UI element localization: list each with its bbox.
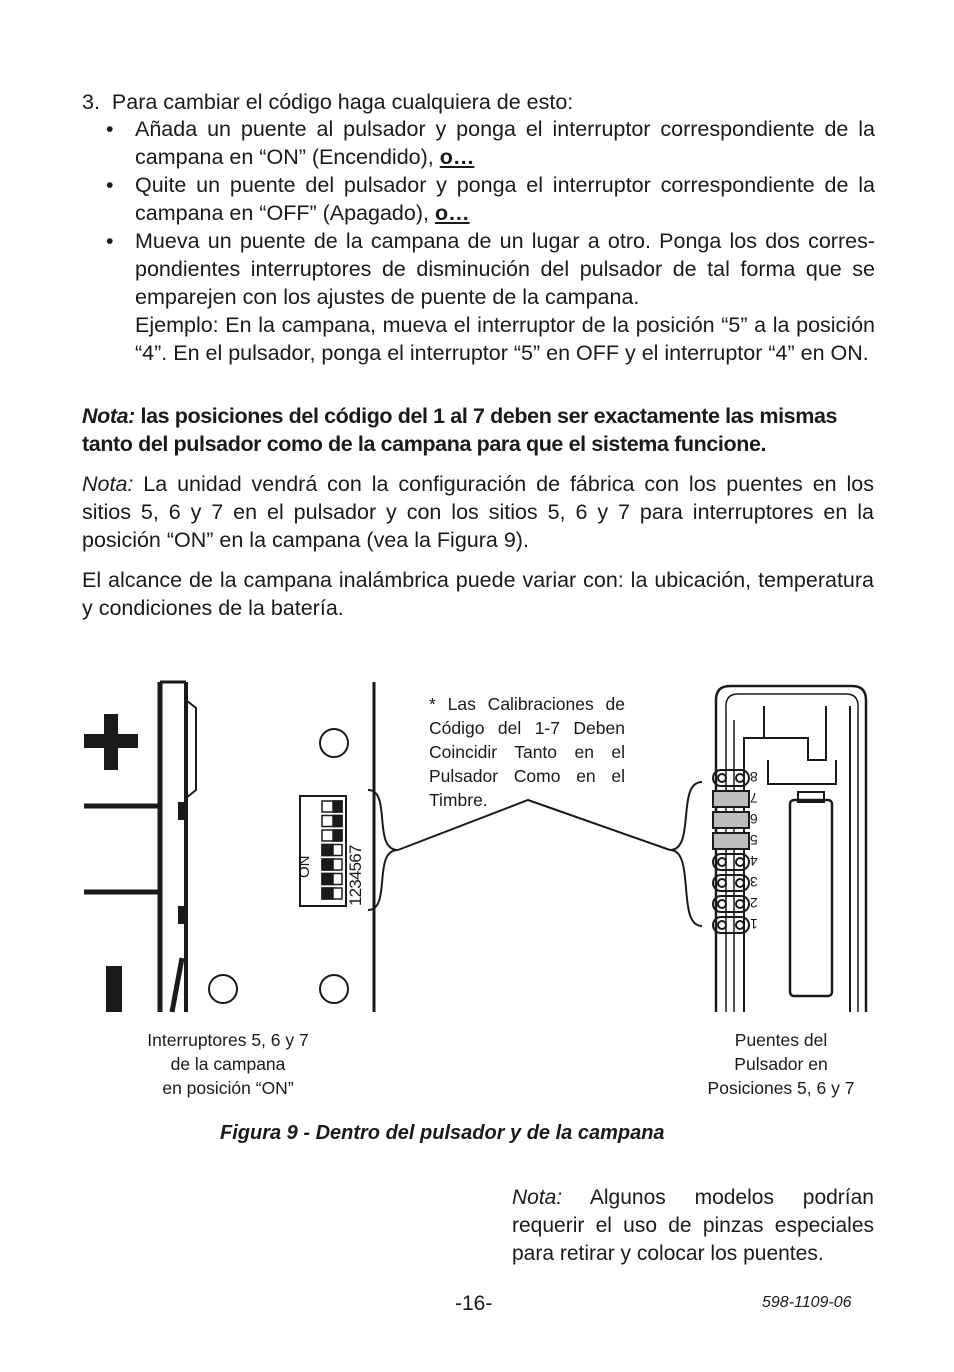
jumper-pin bbox=[736, 921, 744, 929]
left-caption-line: en posición “ON” bbox=[162, 1078, 294, 1098]
jumper-pin bbox=[736, 858, 744, 866]
jumper-number: 3 bbox=[750, 874, 758, 890]
left-caption-line: de la campana bbox=[170, 1054, 286, 1074]
note-pliers bbox=[512, 1184, 874, 1268]
bullet-text: Mueva un puente de la campana de un lugar a otro. Ponga los dos correspondientes interruptores de disminución del pulsador de tal forma que se emparejen con los ajustes de puente de la campana. bbox=[135, 229, 875, 309]
jumper-pin bbox=[718, 921, 726, 929]
jumper-pin bbox=[718, 879, 726, 887]
right-caption-line: Pulsador en bbox=[734, 1054, 828, 1074]
jumper-pin bbox=[718, 774, 726, 782]
dip-switch-knob bbox=[333, 816, 342, 827]
bullet-dot: • bbox=[106, 173, 114, 197]
left-caption-line: Interruptores 5, 6 y 7 bbox=[147, 1030, 309, 1050]
step-number: 3. bbox=[82, 90, 100, 114]
bullet-dot: • bbox=[106, 229, 114, 253]
jumper-number: 1 bbox=[750, 916, 758, 932]
note-label: Nota: bbox=[512, 1186, 563, 1209]
calibration-note: * Las Calibraciones de Código del 1-7 Deben Coincidir Tanto en el Pulsador Como en el Timbre. bbox=[429, 694, 625, 810]
bullet-text: Quite un puente del pulsador y ponga el interruptor correspondiente de la campana en “OFF” (Apagado), bbox=[135, 173, 875, 225]
bullet-emph: o… bbox=[439, 145, 475, 169]
dip-numbers: 1234567 bbox=[346, 845, 365, 906]
screw-hole bbox=[320, 975, 348, 1003]
jumper-fitted bbox=[713, 833, 749, 849]
dip-switch-knob bbox=[322, 859, 333, 870]
bullet-dot: • bbox=[106, 117, 114, 141]
jumper-number: 4 bbox=[750, 853, 758, 869]
jumper-number: 5 bbox=[750, 832, 758, 848]
plus-symbol-vertical bbox=[104, 714, 118, 770]
range-paragraph: El alcance de la campana inalámbrica puede variar con: la ubicación, temperatura y condiciones de la batería. bbox=[82, 568, 874, 620]
jumper-fitted bbox=[713, 791, 749, 807]
jumper-number: 6 bbox=[750, 811, 758, 827]
left-caption bbox=[120, 1028, 336, 1100]
dip-switch-knob bbox=[322, 845, 333, 856]
dip-switch-knob bbox=[322, 874, 333, 885]
note-text: La unidad vendrá con la configuración de fábrica con los puentes en los sitios 5, 6 y 7 en el pulsador y con los sitios 5, 6 y 7 para interruptores en la posición “ON” en la campana (vea la Figura 9). bbox=[82, 472, 874, 552]
right-caption-line: Posiciones 5, 6 y 7 bbox=[707, 1078, 855, 1098]
jumper-pin bbox=[736, 879, 744, 887]
figure-title: Figura 9 - Dentro del pulsador y de la campana bbox=[220, 1122, 665, 1144]
bullet-emph: o… bbox=[434, 201, 470, 225]
dip-switch-knob bbox=[333, 801, 342, 812]
brace-right bbox=[670, 782, 702, 926]
dip-on-label: ON bbox=[296, 855, 313, 878]
dip-switch-knob bbox=[322, 888, 333, 899]
note-text: las posiciones del código del 1 al 7 deben ser exactamente las mismas tanto del pulsador como de la campana para que el sistema funcione. bbox=[82, 404, 838, 456]
page-number: -16- bbox=[455, 1292, 493, 1315]
jumper-number: 8 bbox=[750, 769, 758, 785]
jumper-number: 7 bbox=[750, 790, 758, 806]
example-text: Ejemplo: En la campana, mueva el interruptor de la posición “5” a la posición “4”. En el pulsador, ponga el interruptor “5” en OFF y el interruptor “4” en ON. bbox=[135, 313, 875, 365]
screw-hole bbox=[209, 975, 237, 1003]
jumper-pin bbox=[736, 900, 744, 908]
right-caption bbox=[690, 1028, 872, 1100]
document-number: 598-1109-06 bbox=[762, 1294, 852, 1311]
note-text: Algunos modelos podrían requerir el uso de pinzas especiales para retirar y colocar los puentes. bbox=[512, 1186, 874, 1265]
battery-terminal bbox=[106, 966, 122, 1012]
right-caption-line: Puentes del bbox=[734, 1030, 828, 1050]
jumper-pin bbox=[736, 774, 744, 782]
note-label: Nota: bbox=[82, 472, 134, 496]
dip-switch-knob bbox=[333, 830, 342, 841]
jumper-pin bbox=[718, 900, 726, 908]
note-label: Nota: bbox=[82, 404, 135, 428]
bullet-text: Añada un puente al pulsador y ponga el interruptor correspondiente de la campana en “ON” (Encendido), bbox=[135, 117, 875, 169]
screw-hole bbox=[320, 729, 348, 757]
jumper-number: 2 bbox=[750, 895, 758, 911]
step-text: Para cambiar el código haga cualquiera de esto: bbox=[111, 90, 574, 114]
jumper-pin bbox=[718, 858, 726, 866]
battery bbox=[790, 800, 832, 996]
jumper-fitted bbox=[713, 812, 749, 828]
